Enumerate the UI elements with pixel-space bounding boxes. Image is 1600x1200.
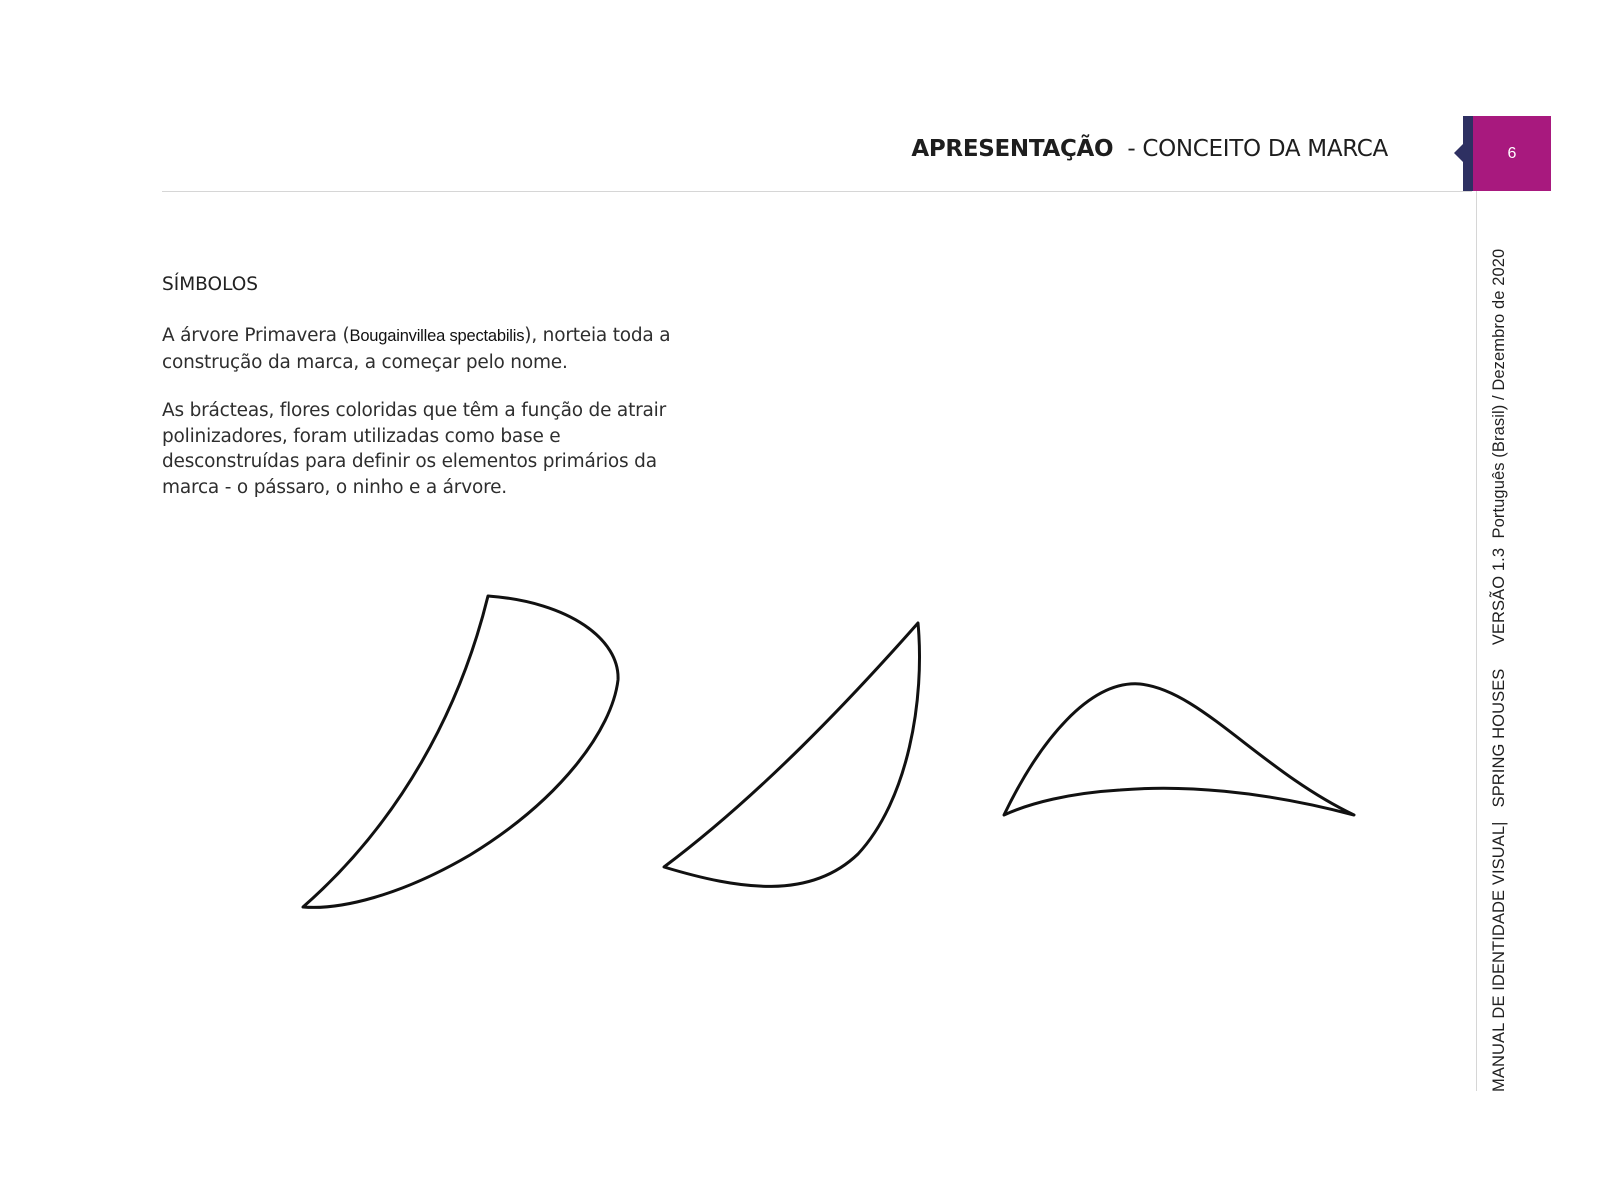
paragraph-intro-prefix: A árvore Primavera ( [162,325,350,346]
page-number: 6 [1507,144,1517,162]
header-section: APRESENTAÇÃO [911,136,1114,162]
petal-shape-1 [303,596,618,907]
petal-shape-3 [1004,684,1354,815]
species-name: Bougainvillea spectabilis [349,327,525,345]
sidebar-footer-text: MANUAL DE IDENTIDADE VISUAL| SPRING HOUSES VERSÃO 1.3 Português (Brasil) / Dezembro de 2020 [1490,248,1508,1092]
paragraph-bracts: As brácteas, flores coloridas que têm a função de atrair polinizadores, foram utilizadas como base e desconstruídas para definir os elementos primários da marca - o pássaro, o ninho e a árvore. [162,400,667,498]
header-subtitle: - CONCEITO DA MARCA [1127,136,1388,162]
section-heading: SÍMBOLOS [162,274,259,295]
petal-shape-2 [664,623,920,886]
paragraph-intro-suffix: ), norteia toda a construção da marca, a começar pelo nome. [162,325,671,373]
